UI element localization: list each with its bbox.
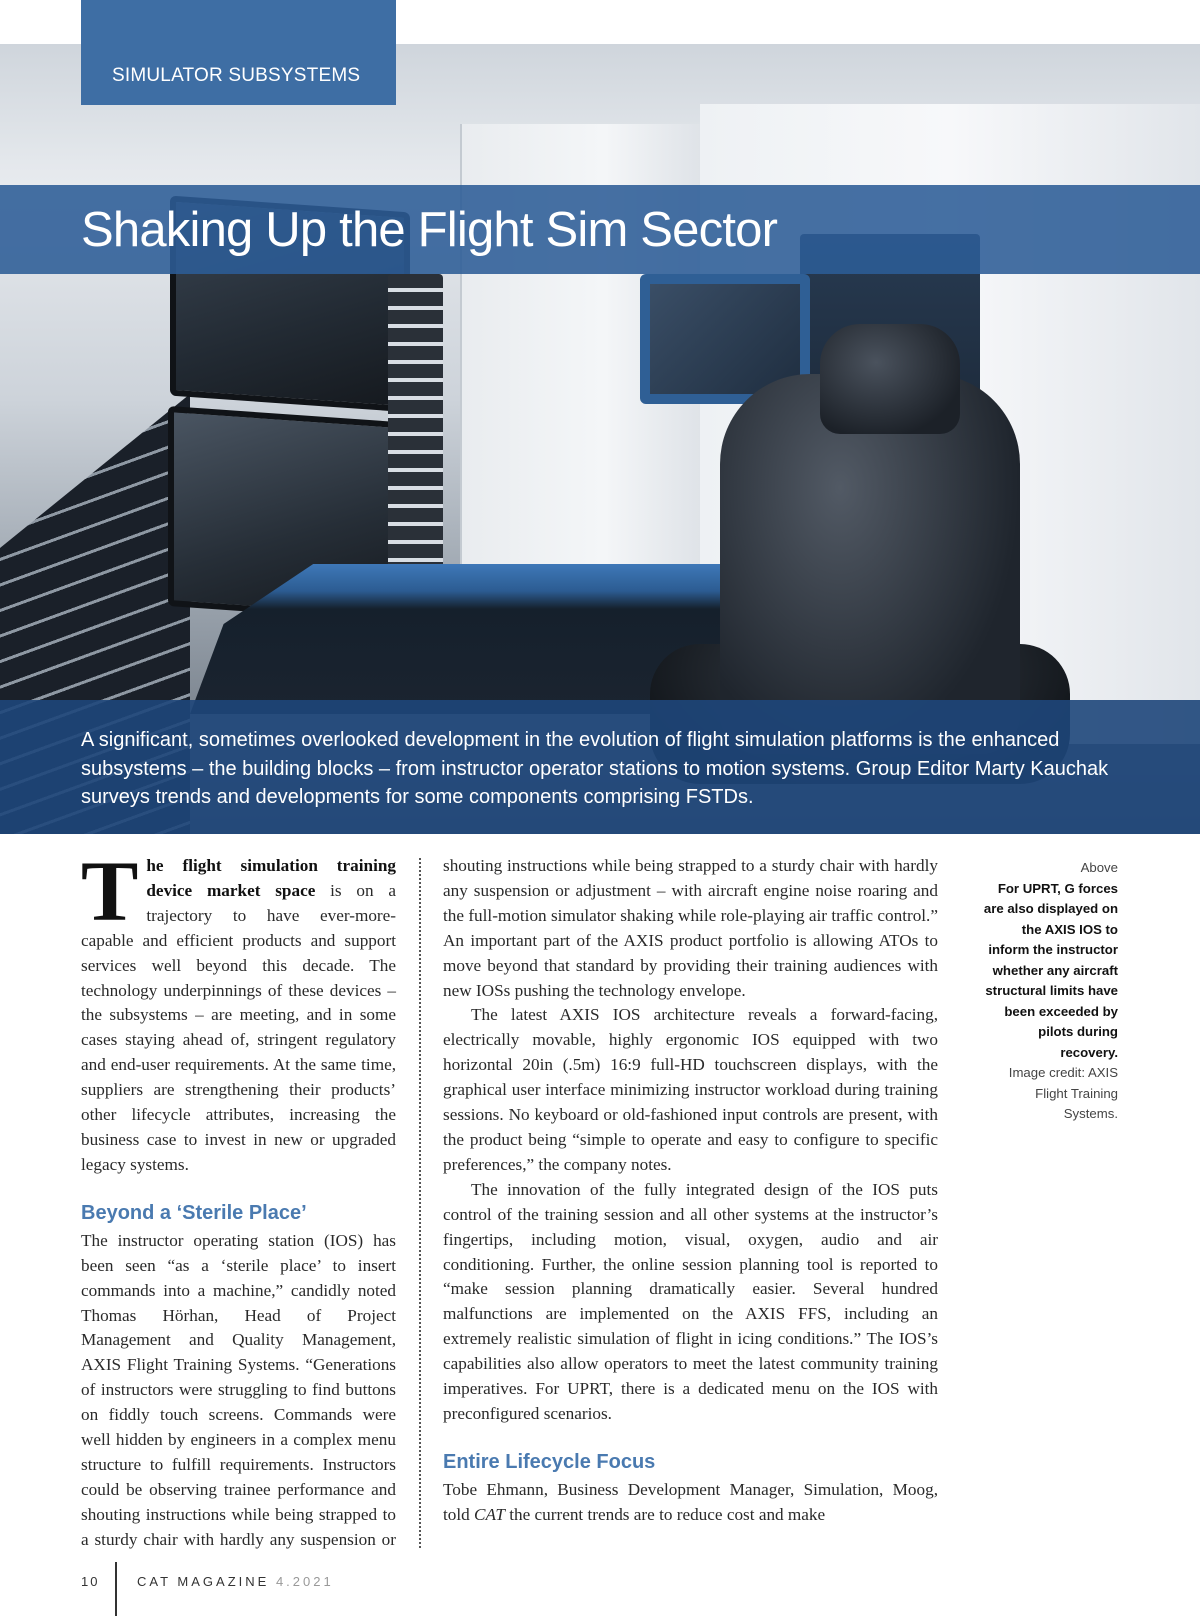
drop-cap: T [81, 843, 139, 939]
intro-text: is on a trajectory to have ever-more-capable and efficient products and support services well beyond this decade. The technology underpinnings of these devices – the subsystems – are meeting, and in some cases staying ahead of, stringent regulatory and end-user requirements. At the same time, suppliers are strengthening their products’ other lifecycle attributes, increasing the business case to invest in new or upgraded legacy systems. [81, 880, 396, 1174]
subhead-lifecycle: Entire Lifecycle Focus [443, 1450, 656, 1473]
paragraph-5 [443, 1478, 938, 1528]
p5-before: Tobe Ehmann, Business Development Manager, Simulation, Moog, told [443, 1479, 938, 1524]
photo-button-panel [388, 274, 443, 574]
p5-after: the current trends are to reduce cost and make [504, 1504, 826, 1524]
article-column-1 [81, 843, 396, 1551]
paragraph-2-continued: shouting instructions while being strapped to a sturdy chair with hardly any suspension or adjustment – with aircraft engine noise roaring and the full-motion simulator shaking while role-playing air traffic control.” An important part of the AXIS product portfolio is allowing ATOs to move beyond that standard by providing their training audiences with new IOSs pushing the technology envelope. [443, 856, 938, 1000]
deck-text-after: surveys trends and developments for some components comprising FSTDs. [81, 786, 754, 808]
deck-text-before: A significant, sometimes overlooked development in the evolution of flight simulation platforms is the enhanced subsystems – the building blocks – from instructor operator stations to motion systems. Group Editor [81, 729, 1060, 780]
page-number: 10 [81, 1574, 100, 1589]
photo-seat-headrest [820, 324, 960, 434]
lead-in: he flight simulation training device market space [146, 856, 396, 900]
author-name: Marty Kauchak [974, 757, 1109, 780]
title-band [0, 185, 1200, 274]
subhead-sterile-place: Beyond a ‘Sterile Place’ [81, 1201, 307, 1224]
footer-magazine [137, 1574, 334, 1589]
column-divider [419, 858, 421, 1548]
caption-credit: Image credit: AXIS Flight Training Systems. [1008, 1065, 1118, 1121]
deck-band [0, 700, 1200, 834]
paragraph-intro [81, 843, 396, 1178]
footer-divider [115, 1562, 117, 1616]
caption-label: Above [1080, 860, 1118, 875]
article-deck [81, 726, 1161, 812]
paragraph-2: The instructor operating station (IOS) has been seen “as a ‘sterile place’ to insert commands into a machine,” candidly noted Thomas Hörhan, Head of Project Management and Quality Management, AXIS Flight Training Systems. “Generations of instructors were struggling to find buttons on fiddly touch screens. Commands were well hidden by engineers in a complex menu structure to fulfill requirements. Instructors could be observing trainee performance and shouting instructions while being strapped to a sturdy chair with hardly any suspension or [81, 1230, 396, 1549]
magazine-name-italic: CAT [474, 1504, 505, 1524]
photo-caption [980, 858, 1118, 1125]
magazine-name: CAT MAGAZINE [137, 1574, 270, 1589]
caption-text: For UPRT, G forces are also displayed on the AXIS IOS to inform the instructor whether any aircraft structural limits have been exceeded by pilots during recovery. [983, 880, 1118, 1060]
paragraph-3: The latest AXIS IOS architecture reveals a forward-facing, electrically movable, highly ergonomic IOS equipped with two horizontal 20in (.5m) 16:9 full-HD touchscreen displays, with the graphical user interface minimizing instructor workload during training sessions. No keyboard or old-fashioned input controls are present, with the product being “simple to operate and easy to configure to specific preferences,” the company notes. [443, 1005, 938, 1174]
paragraph-4: The innovation of the fully integrated design of the IOS puts control of the training session and all other systems at the instructor’s fingertips, including motion, visual, oxygen, audio and air conditioning. Further, the online session planning tool is reported to “make session planning dramatically easier. Several hundred malfunctions are implemented on the AXIS FFS, including an extremely realistic simulation of flight in icing conditions.” The IOS’s capabilities also allow operators to meet the latest community training imperatives. For UPRT, there is a dedicated menu on the IOS with preconfigured scenarios. [443, 1179, 938, 1423]
issue-number: 4.2021 [275, 1574, 334, 1589]
article-column-2 [443, 854, 938, 1528]
section-tag: SIMULATOR SUBSYSTEMS [81, 0, 396, 105]
article-title: Shaking Up the Flight Sim Sector [81, 203, 778, 257]
